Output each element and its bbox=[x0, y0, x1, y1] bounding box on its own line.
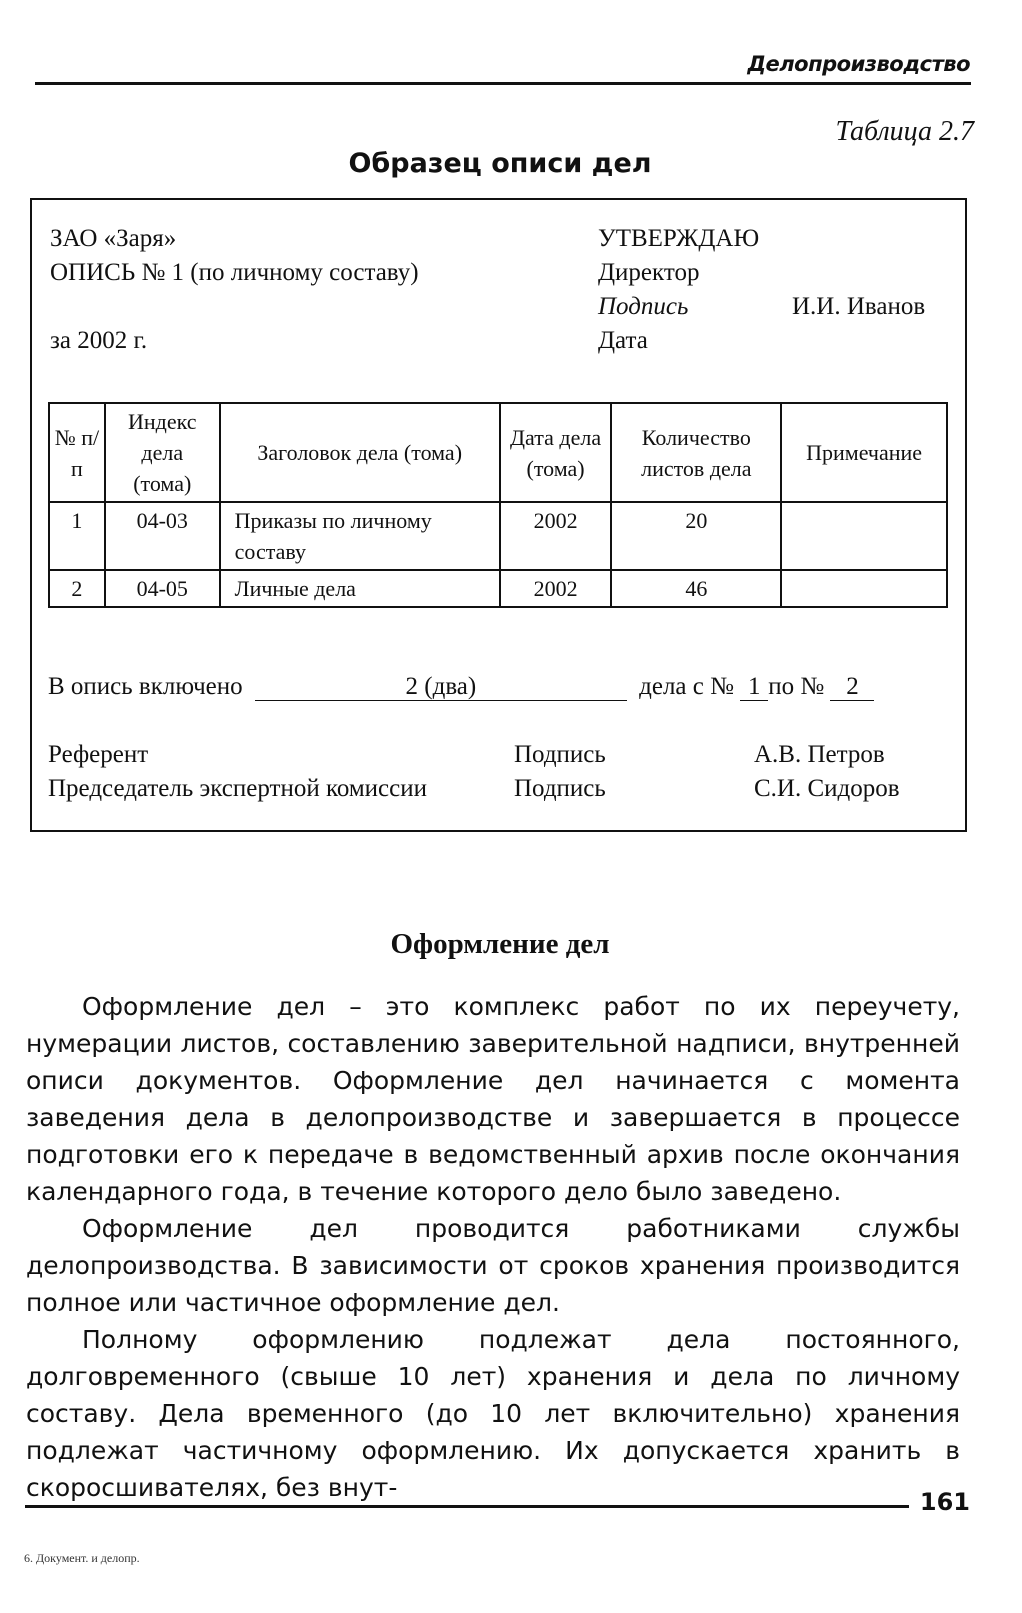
inventory-period: за 2002 г. bbox=[50, 327, 148, 354]
signature-role: Референт bbox=[48, 741, 149, 768]
paragraph: Оформление дел проводится работниками службы делопроизводства. В зависимости от сроков хранения производится полное или частичное оформление дел. bbox=[26, 1214, 960, 1317]
organization-name: ЗАО «Заря» bbox=[50, 225, 177, 252]
cell-index: 04-05 bbox=[105, 570, 220, 607]
approval-date-label: Дата bbox=[598, 327, 648, 354]
inventory-title: ОПИСЬ № 1 (по личному составу) bbox=[50, 259, 419, 286]
cell-date: 2002 bbox=[500, 502, 612, 570]
table-row bbox=[49, 502, 947, 570]
cell-num: 1 bbox=[49, 502, 105, 570]
table-header-row bbox=[49, 403, 947, 502]
approver-signature-label: Подпись bbox=[598, 293, 689, 320]
header-title: Заголовок дела (тома) bbox=[220, 403, 500, 502]
header-num: № п/п bbox=[49, 403, 105, 502]
cell-title: Приказы по личному составу bbox=[220, 502, 500, 570]
table-row bbox=[49, 570, 947, 607]
signature-role: Председатель экспертной комиссии bbox=[48, 775, 428, 802]
approver-position: Директор bbox=[598, 259, 700, 286]
cell-sheets: 46 bbox=[611, 570, 781, 607]
cell-sheets: 20 bbox=[611, 502, 781, 570]
summary-prefix: В опись включено bbox=[48, 673, 243, 700]
page-number: 161 bbox=[919, 1488, 970, 1516]
summary-count: 2 (два) bbox=[255, 674, 627, 701]
approver-name: И.И. Иванов bbox=[792, 293, 926, 320]
header-index: Индекс дела (тома) bbox=[105, 403, 220, 502]
header-sheets: Количество листов дела bbox=[611, 403, 781, 502]
cell-date: 2002 bbox=[500, 570, 612, 607]
signature-label: Подпись bbox=[514, 741, 606, 768]
cell-note bbox=[781, 502, 947, 570]
summary-from-number: 1 bbox=[740, 674, 768, 701]
cell-note bbox=[781, 570, 947, 607]
paragraph: Полному оформлению подлежат дела постоянного, долговременного (свыше 10 лет) хранения и дела по личному составу. Дела временного (до 10 лет включительно) хранения подлежат частичному оформлению. Их допускается хранить в скоросшивателях, без внут- bbox=[26, 1325, 960, 1502]
footer-rule bbox=[25, 1505, 909, 1508]
inventory-table bbox=[48, 402, 948, 608]
signature-name: А.В. Петров bbox=[754, 741, 885, 768]
inventory-form bbox=[30, 198, 967, 832]
approve-label: УТВЕРЖДАЮ bbox=[598, 225, 760, 252]
summary-to-label: по № bbox=[768, 673, 825, 700]
inventory-summary bbox=[48, 670, 874, 704]
signature-name: С.И. Сидоров bbox=[754, 775, 900, 802]
header-note: Примечание bbox=[781, 403, 947, 502]
cell-num: 2 bbox=[49, 570, 105, 607]
cell-title: Личные дела bbox=[220, 570, 500, 607]
section-heading: Оформление дел bbox=[390, 928, 610, 960]
running-header: Делопроизводство bbox=[747, 52, 970, 76]
table-title: Образец описи дел bbox=[348, 148, 652, 179]
footnote: 6. Документ. и делопр. bbox=[24, 1551, 140, 1565]
table-number: Таблица 2.7 bbox=[835, 116, 974, 147]
header-rule bbox=[35, 82, 971, 85]
signature-label: Подпись bbox=[514, 775, 606, 802]
cell-index: 04-03 bbox=[105, 502, 220, 570]
header-date: Дата дела (тома) bbox=[500, 403, 612, 502]
paragraph: Оформление дел – это комплекс работ по их переучету, нумерации листов, составлению заверительной надписи, внутренней описи документов. Оформление дел начинается с момента заведения дела в делопроизводстве и завершается в процессе подготовки его к передаче в ведомственный архив после окончания календарного года, в течение которого дело было заведено. bbox=[26, 992, 960, 1206]
summary-middle: дела с № bbox=[639, 673, 734, 700]
summary-to-number: 2 bbox=[830, 674, 874, 701]
